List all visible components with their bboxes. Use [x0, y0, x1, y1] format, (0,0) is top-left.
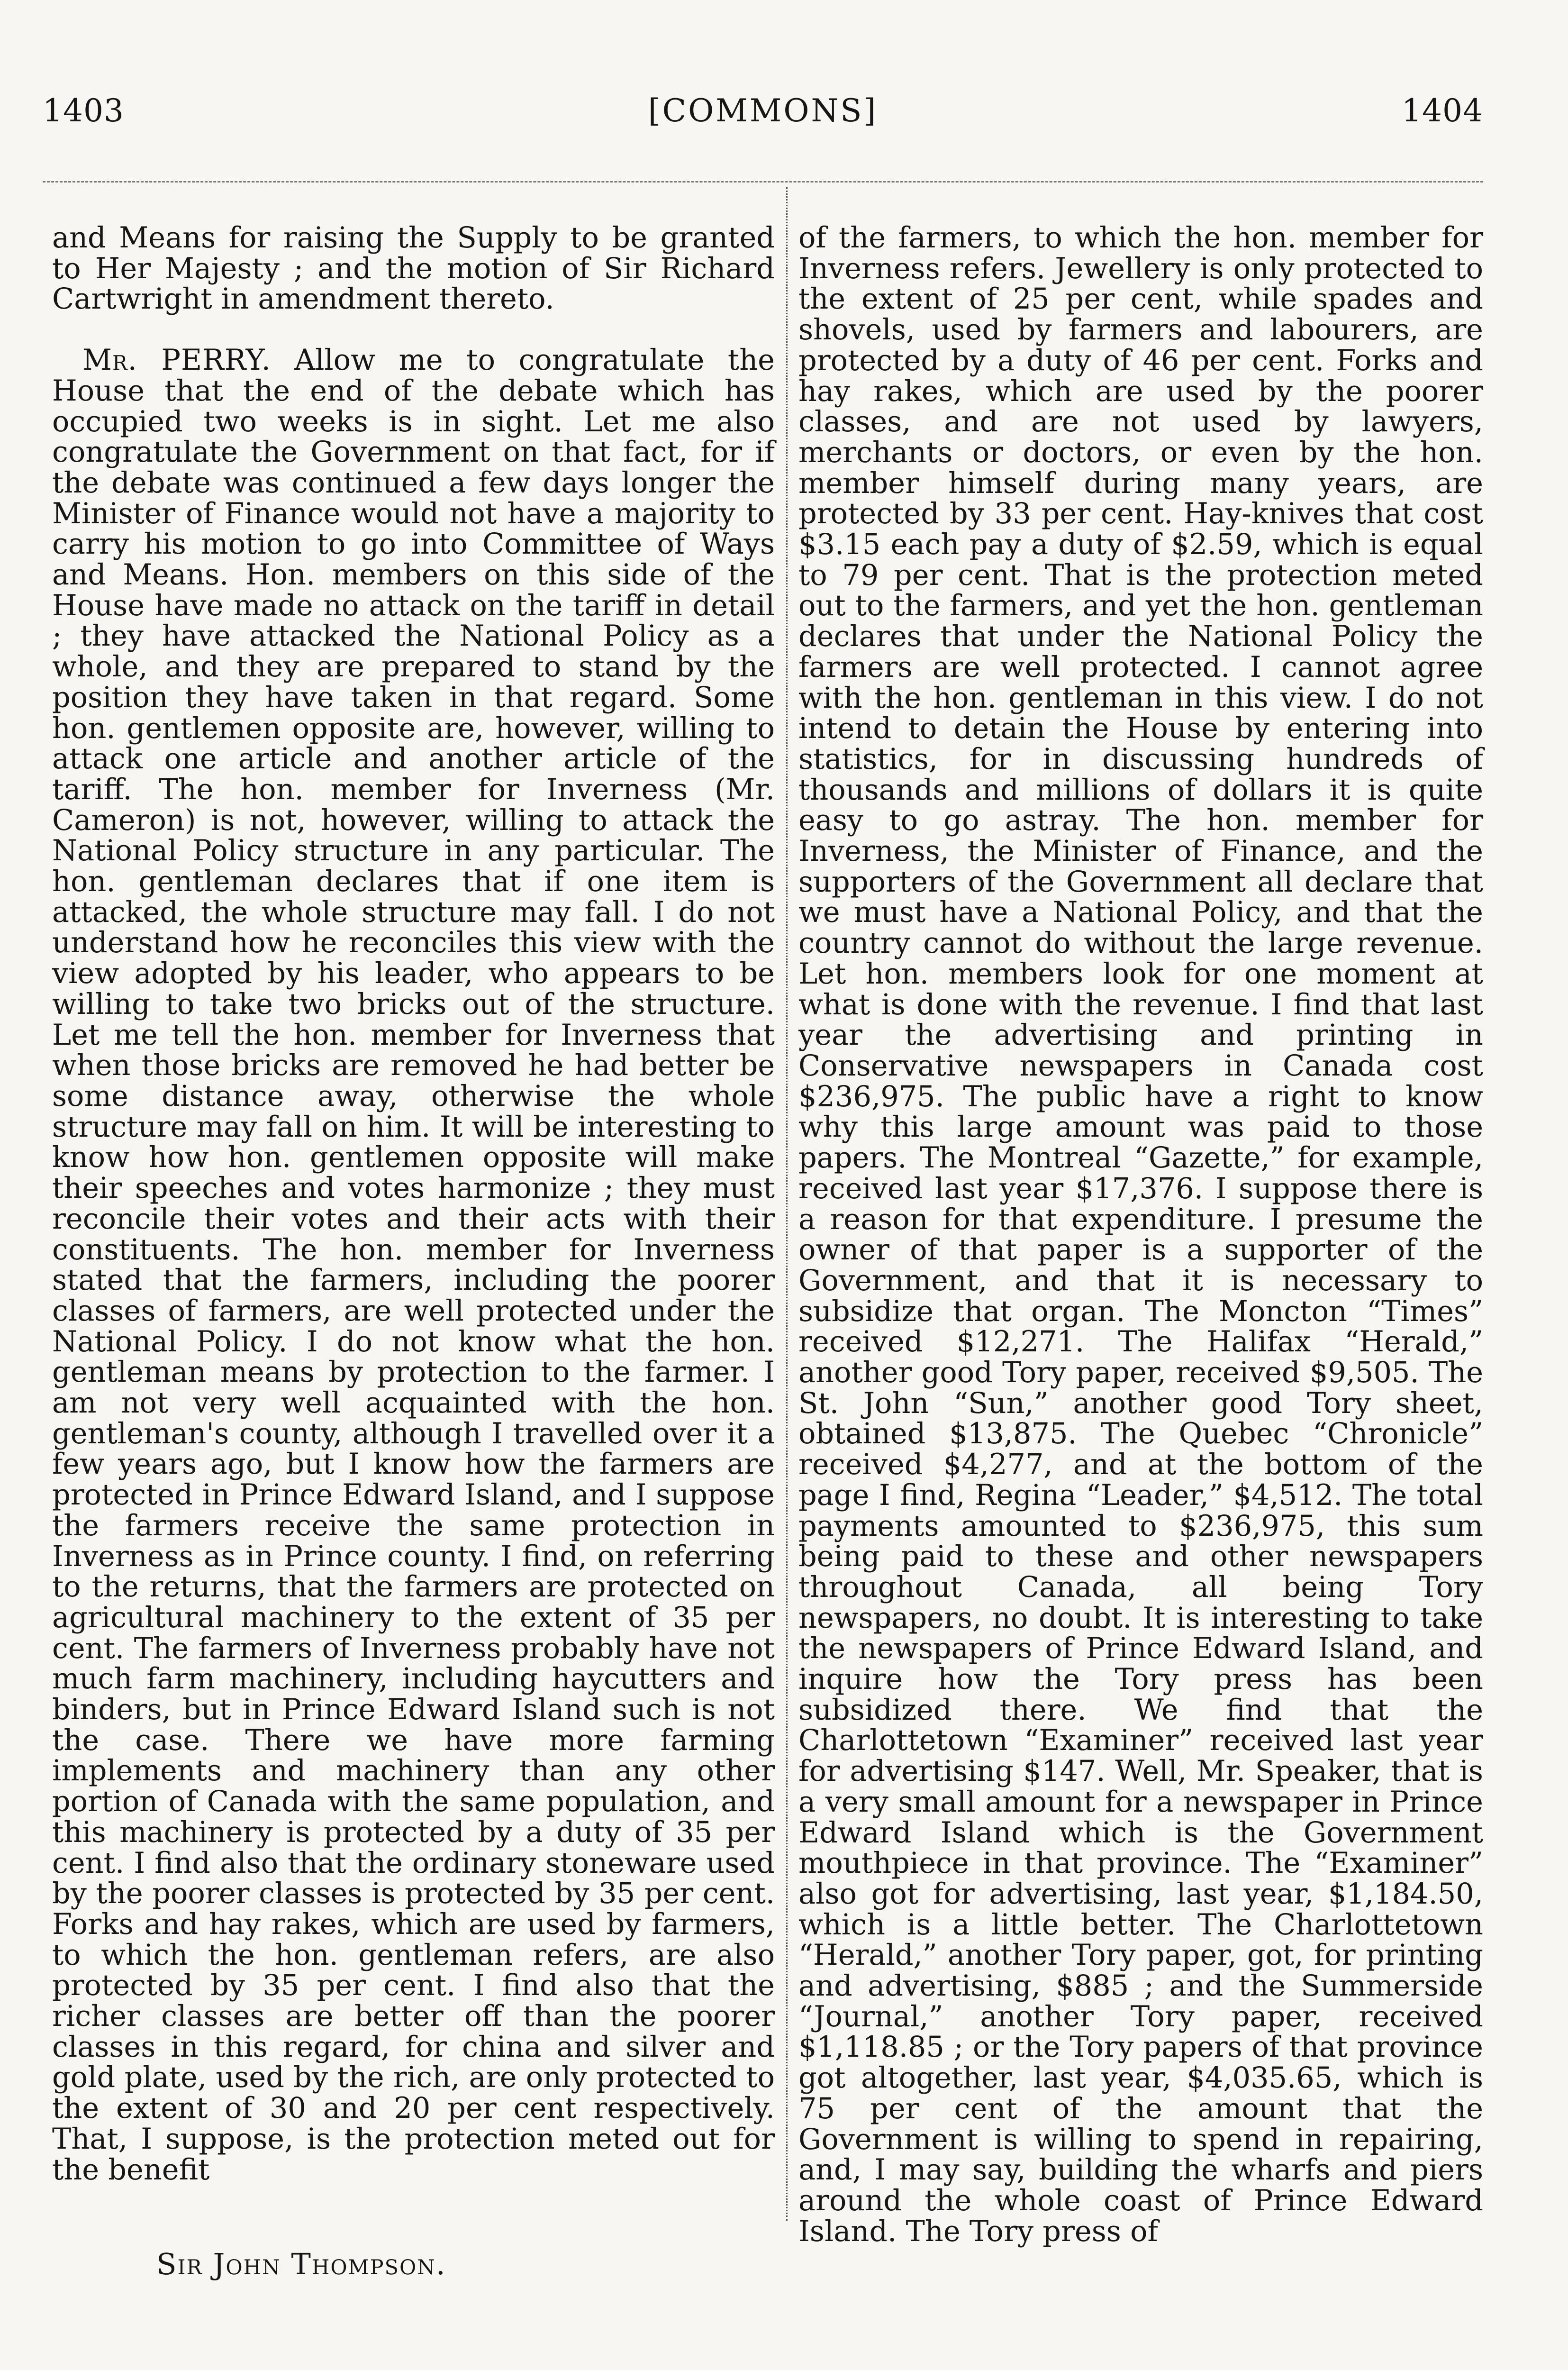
page-header — [43, 92, 1483, 135]
page-number-right: 1404 — [1402, 92, 1483, 129]
footer-signature: Sir John Thompson. — [156, 2247, 446, 2281]
header-rule — [43, 181, 1483, 182]
right-paragraph-1: of the farmers, to which the hon. member for Inverness refers. Jewellery is only protected to the extent of 25 per cent, while spades and shovels, used by farmers and labourers, are protected by a duty of 46 per cent. Forks and hay rakes, which are used by the poorer classes, and are not used by lawyers, merchants or doctors, or even by the hon. member himself during many years, are protected by 33 per cent. Hay-knives that cost $3.15 each pay a duty of $2.59, which is equal to 79 per cent. That is the protection meted out to the farmers, and yet the hon. gentleman declares that under the National Policy the farmers are well protected. I cannot agree with the hon. gentleman in this view. I do not intend to detain the House by entering into statistics, for in discussing hundreds of thousands and millions of dollars it is quite easy to go astray. The hon. member for Inverness, the Minister of Finance, and the supporters of the Government all declare that we must have a National Policy, and that the country cannot do without the large revenue. Let hon. members look for one moment at what is done with the revenue. I find that last year the advertising and printing in Conservative newspapers in Canada cost $236,975. The public have a right to know why this large amount was paid to those papers. The Montreal “Gazette,” for example, received last year $17,376. I suppose there is a reason for that expenditure. I presume the owner of that paper is a supporter of the Government, and that it is necessary to subsidize that organ. The Moncton “Times” received $12,271. The Halifax “Herald,” another good Tory paper, received $9,505. The St. John “Sun,” another good Tory sheet, obtained $13,875. The Quebec “Chronicle” received $4,277, and at the bottom of the page I find, Regina “Leader,” $4,512. The total payments amounted to $236,975, this sum being paid to these and other newspapers throughout Canada, all being Tory newspapers, no doubt. It is interesting to take the newspapers of Prince Edward Island, and inquire how the Tory press has been subsidized there. We find that the Charlottetown “Examiner” received last year for advertising $147. Well, Mr. Speaker, that is a very small amount for a newspaper in Prince Edward Island which is the Government mouthpiece in that province. The “Examiner” also got for advertising, last year, $1,184.50, which is a little better. The Charlottetown “Herald,” another Tory paper, got, for printing and advertising, $885 ; and the Summerside “Journal,” another Tory paper, received $1,118.85 ; or the Tory papers of that province got altogether, last year, $4,035.65, which is 75 per cent of the amount that the Government is willing to spend in repairing, and, I may say, building the wharfs and piers around the whole coast of Prince Edward Island. The Tory press of — [798, 221, 1483, 2248]
page-number-left: 1403 — [43, 92, 124, 129]
left-paragraph-2 — [52, 345, 775, 2185]
left-column — [52, 223, 775, 2185]
speaker-name: Mr. PERRY. — [82, 344, 271, 377]
left-paragraph-1: and Means for raising the Supply to be granted to Her Majesty ; and the motion of Sir Richard Cartwright in amendment thereto. — [52, 221, 775, 316]
right-column — [798, 223, 1483, 2247]
column-divider — [786, 187, 788, 2221]
page-title: [COMMONS] — [648, 92, 878, 129]
speech-text: Allow me to congratulate the House that the end of the debate which has occupied two weeks is in sight. Let me also congratulate the Government on that fact, for if the debate was continued a few days longer the Minister of Finance would not have a majority to carry his motion to go into Committee of Ways and Means. Hon. members on this side of the House have made no attack on the tariff in detail ; they have attacked the National Policy as a whole, and they are prepared to stand by the position they have taken in that regard. Some hon. gentlemen opposite are, however, willing to attack one article and another article of the tariff. The hon. member for Inverness (Mr. Cameron) is not, however, willing to attack the National Policy structure in any particular. The hon. gentleman declares that if one item is attacked, the whole structure may fall. I do not understand how he reconciles this view with the view adopted by his leader, who appears to be willing to take two bricks out of the structure. Let me tell the hon. member for Inverness that when those bricks are removed he had better be some distance away, otherwise the whole structure may fall on him. It will be interesting to know how hon. gentlemen opposite will make their speeches and votes harmonize ; they must reconcile their votes and their acts with their constituents. The hon. member for Inverness stated that the farmers, including the poorer classes of farmers, are well protected under the National Policy. I do not know what the hon. gentleman means by protection to the farmer. I am not very well acquainted with the hon. gentleman's county, although I travelled over it a few years ago, but I know how the farmers are protected in Prince Edward Island, and I suppose the farmers receive the same protection in Inverness as in Prince county. I find, on referring to the returns, that the farmers are protected on agricultural machinery to the extent of 35 per cent. The farmers of Inverness probably have not much farm machinery, including haycutters and binders, but in Prince Edward Island such is not the case. There we have more farming implements and machinery than any other portion of Canada with the same population, and this machinery is protected by a duty of 35 per cent. I find also that the ordinary stoneware used by the poorer classes is protected by 35 per cent. Forks and hay rakes, which are used by farmers, to which the hon. gentleman refers, are also protected by 35 per cent. I find also that the richer classes are better off than the poorer classes in this regard, for china and silver and gold plate, used by the rich, are only protected to the extent of 30 and 20 per cent respectively. That, I suppose, is the protection meted out for the benefit — [52, 344, 775, 2187]
